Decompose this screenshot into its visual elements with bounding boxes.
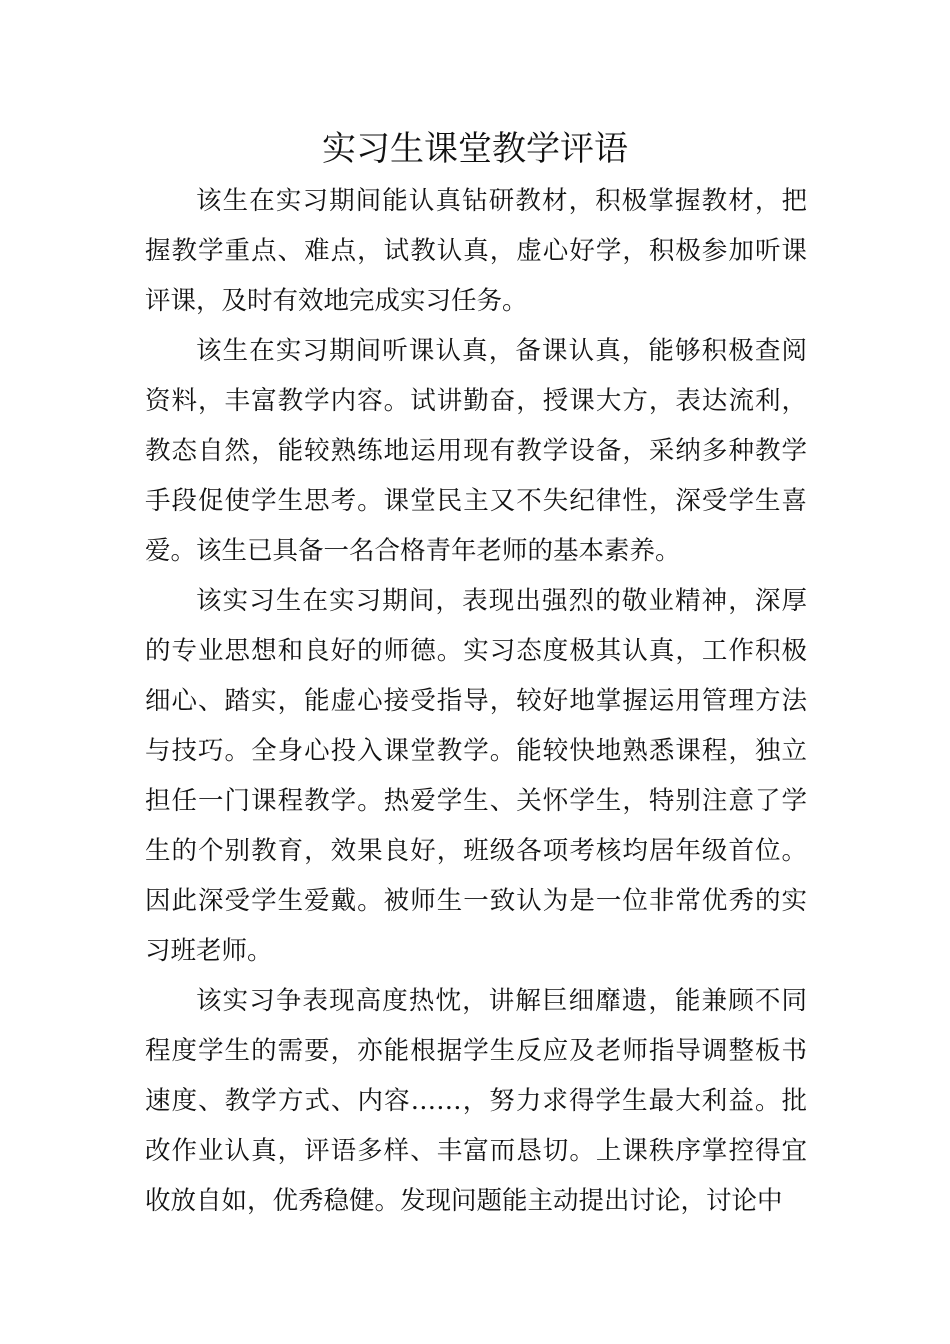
paragraph-1: 该生在实习期间能认真钻研教材，积极掌握教材，把握教学重点、难点，试教认真，虚心好学，积极参加听课评课，及时有效地完成实习任务。 bbox=[145, 186, 807, 316]
paragraph-3: 该实习生在实习期间，表现出强烈的敬业精神，深厚的专业思想和良好的师德。实习态度极其认真，工作积极细心、踏实，能虚心接受指导，较好地掌握运用管理方法与技巧。全身心投入课堂教学。能较快地熟悉课程，独立担任一门课程教学。热爱学生、关怀学生，特别注意了学生的个别教育，效果良好，班级各项考核均居年级首位。因此深受学生爱戴。被师生一致认为是一位非常优秀的实习班老师。 bbox=[145, 586, 807, 966]
document-body bbox=[145, 176, 807, 1226]
paragraph-2: 该生在实习期间听课认真，备课认真，能够积极查阅资料，丰富教学内容。试讲勤奋，授课大方，表达流利，教态自然，能较熟练地运用现有教学设备，采纳多种教学手段促使学生思考。课堂民主又不失纪律性，深受学生喜爱。该生已具备一名合格青年老师的基本素养。 bbox=[145, 336, 807, 566]
paragraph-4: 该实习争表现高度热忱，讲解巨细靡遗，能兼顾不同程度学生的需要，亦能根据学生反应及老师指导调整板书速度、教学方式、内容……，努力求得学生最大利益。批改作业认真，评语多样、丰富而恳切。上课秩序掌控得宜收放自如，优秀稳健。发现问题能主动提出讨论，讨论中 bbox=[145, 986, 807, 1216]
document-title: 实习生课堂教学评语 bbox=[322, 129, 628, 169]
